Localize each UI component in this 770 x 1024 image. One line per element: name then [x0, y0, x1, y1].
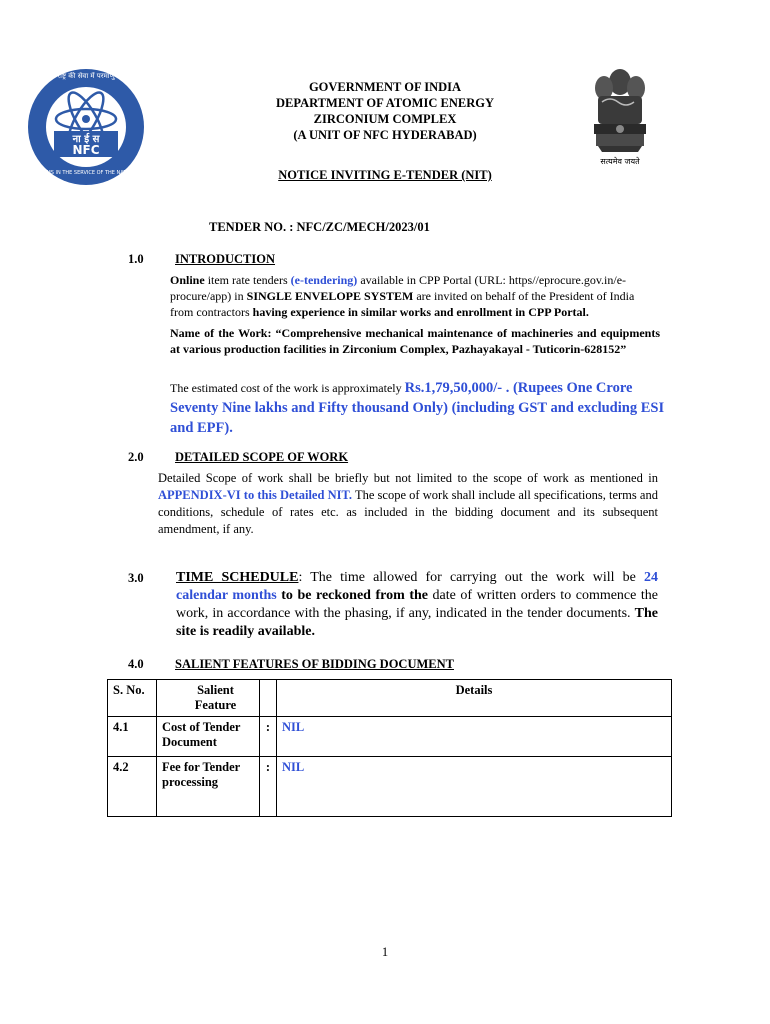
nfc-logo	[26, 67, 146, 187]
scope-paragraph	[158, 470, 658, 538]
row-details: NIL	[277, 757, 672, 817]
table-row	[108, 717, 672, 757]
time-schedule-paragraph	[176, 569, 658, 641]
logo-ring-bottom: ATOMS IN THE SERVICE OF THE NATION	[36, 170, 136, 176]
name-of-work: Name of the Work: “Comprehensive mechanical maintenance of machineries and equipments at various production facilities in Zirconium Complex, Pazhayakayal - Tuticorin-628152”	[170, 326, 660, 356]
logo-nfc-text: NFC	[72, 143, 100, 157]
row-details: NIL	[277, 717, 672, 757]
row-sep: :	[260, 717, 277, 757]
row-sep: :	[260, 757, 277, 817]
section-4-title: SALIENT FEATURES OF BIDDING DOCUMENT	[175, 657, 454, 671]
intro-paragraph	[170, 272, 660, 320]
intro-text-3: are invited on behalf of the President of India from contractors	[170, 289, 635, 319]
header-line-4: (A UNIT OF NFC HYDERABAD)	[293, 128, 477, 142]
header-line-1: GOVERNMENT OF INDIA	[308, 80, 462, 94]
page-number: 1	[381, 945, 389, 959]
row-feature	[157, 717, 260, 757]
header-details: Details	[277, 680, 672, 717]
time-24-months: 24 calendar months	[176, 570, 658, 603]
logo-hindi: ना ई स	[72, 134, 100, 145]
intro-etendering: (e-tendering)	[290, 273, 358, 287]
row-sno: 4.1	[108, 717, 157, 757]
table-header-row	[108, 680, 672, 717]
scope-text-1: Detailed Scope of work shall be briefly but not limited to the scope of work as mentioned in	[158, 471, 658, 485]
emblem-motto: सत्यमेव जयते	[600, 157, 640, 166]
time-site-available: The site is readily available.	[176, 606, 658, 639]
estimated-cost-label: The estimated cost of the work is approximately	[170, 381, 405, 395]
scope-appendix: APPENDIX-VI to this Detailed NIT.	[158, 488, 353, 502]
section-2-number: 2.0	[128, 450, 144, 464]
notice-title: NOTICE INVITING E-TENDER (NIT)	[278, 168, 492, 182]
header-sep	[260, 680, 277, 717]
intro-text-2: available in CPP Portal (URL: https//eprocure.gov.in/e-procure/app) in	[170, 273, 627, 303]
section-1-title: INTRODUCTION	[175, 252, 276, 266]
tender-number: TENDER NO. : NFC/ZC/MECH/2023/01	[209, 220, 430, 234]
time-text-2: date of written orders to commence the work, in accordance with the phasing, if any, indicated in the tender documents.	[176, 588, 659, 621]
estimated-cost-value: Rs.1,79,50,000/- . (Rupees One Crore Seventy Nine lakhs and Fifty thousand Only) (including GST and excluding ESI and EPF).	[170, 380, 665, 436]
row-feature: Fee for Tender processing	[157, 757, 260, 817]
table-row	[108, 757, 672, 817]
time-text-1: : The time allowed for carrying out the work will be	[298, 570, 644, 585]
section-1-number: 1.0	[128, 252, 144, 266]
time-reckoned: to be reckoned from the	[276, 588, 428, 603]
row-sno: 4.2	[108, 757, 157, 817]
scope-text-2: The scope of work shall include all specifications, terms and conditions, schedule of rates etc. as included in the bidding document and its subsequent amendment, if any.	[158, 488, 658, 536]
intro-online: Online	[170, 273, 205, 287]
salient-features-table	[107, 679, 672, 817]
estimated-cost	[170, 378, 665, 438]
section-3-number: 3.0	[128, 571, 144, 585]
org-header	[240, 79, 530, 143]
section-3-title: TIME SCHEDULE	[176, 570, 299, 585]
intro-single-envelope: SINGLE ENVELOPE SYSTEM	[246, 289, 414, 303]
logo-ring-top: राष्ट्र की सेवा में परमाणु	[57, 72, 115, 80]
state-emblem	[584, 64, 656, 168]
header-line-2: DEPARTMENT OF ATOMIC ENERGY	[276, 96, 494, 110]
header-line-3: ZIRCONIUM COMPLEX	[313, 112, 457, 126]
header-feature: Salient Feature	[157, 680, 260, 717]
section-4-number: 4.0	[128, 657, 144, 671]
intro-experience: having experience in similar works and enrollment in CPP Portal.	[252, 305, 589, 319]
row-feature-text: Cost of Tender Document	[162, 720, 241, 749]
header-sno: S. No.	[108, 680, 157, 717]
section-2-title: DETAILED SCOPE OF WORK	[175, 450, 349, 464]
intro-text-1: item rate tenders	[204, 273, 291, 287]
